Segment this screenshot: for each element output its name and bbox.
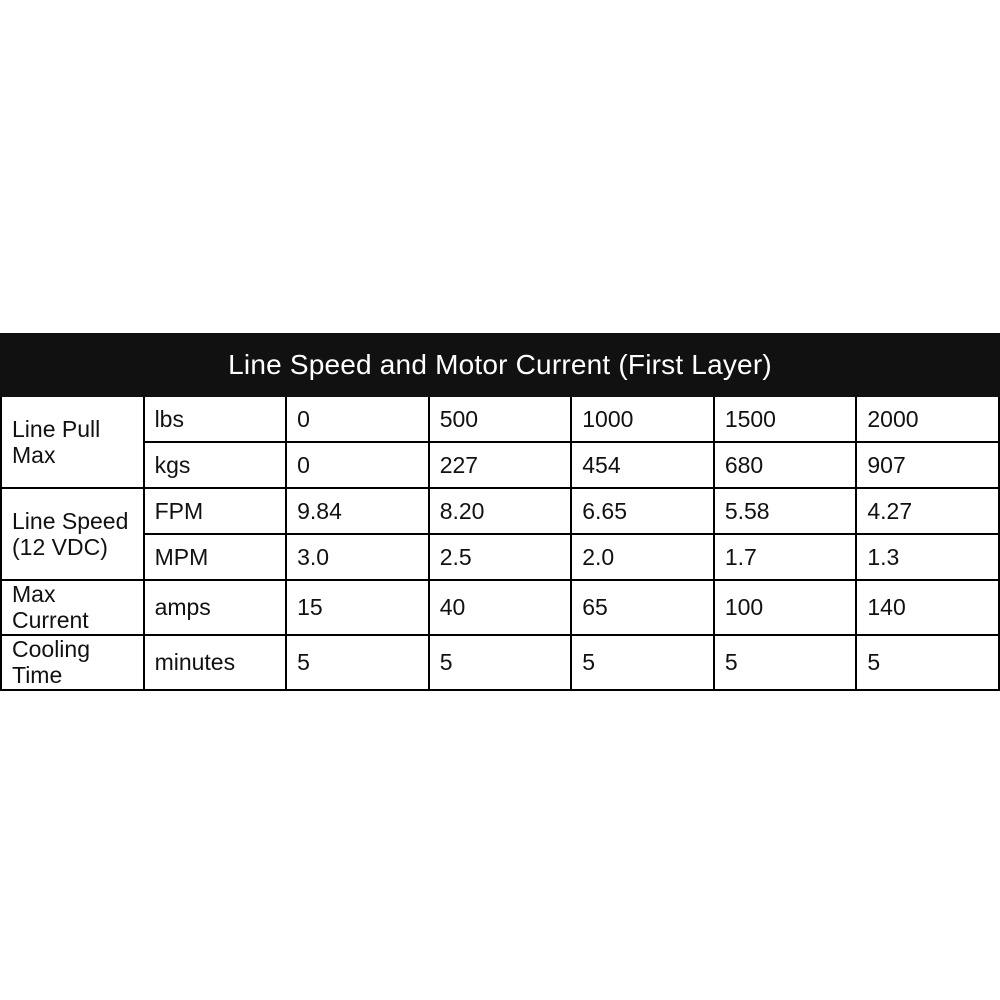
cell-value: 454: [571, 442, 714, 488]
row-unit-lbs: lbs: [144, 396, 287, 442]
cell-value: 0: [286, 442, 429, 488]
cell-value: 1000: [571, 396, 714, 442]
cell-value: 4.27: [856, 488, 999, 534]
row-label-line-speed-voltage: (12 VDC): [12, 534, 108, 560]
cell-value: 2.5: [429, 534, 572, 580]
cell-value: 5: [429, 635, 572, 690]
cell-value: 0: [286, 396, 429, 442]
row-unit-kgs: kgs: [144, 442, 287, 488]
row-unit-amps: amps: [144, 580, 287, 635]
table-title-row: [1, 334, 999, 396]
cell-value: 40: [429, 580, 572, 635]
cell-value: 227: [429, 442, 572, 488]
cell-value: 8.20: [429, 488, 572, 534]
cell-value: 1500: [714, 396, 857, 442]
cell-value: 907: [856, 442, 999, 488]
table-row: [1, 580, 999, 635]
cell-value: 5: [856, 635, 999, 690]
cell-value: 65: [571, 580, 714, 635]
cell-value: 140: [856, 580, 999, 635]
row-label-cooling-time: Cooling Time: [1, 635, 144, 690]
table-row: [1, 396, 999, 442]
cell-value: 5: [714, 635, 857, 690]
row-label-line-speed-main: Line Speed: [12, 507, 129, 534]
cell-value: 680: [714, 442, 857, 488]
row-label-max-current: Max Current: [1, 580, 144, 635]
row-unit-fpm: FPM: [144, 488, 287, 534]
line-speed-motor-current-table: [0, 333, 1000, 691]
table-title: Line Speed and Motor Current (First Layer): [1, 334, 999, 396]
cell-value: 1.7: [714, 534, 857, 580]
table-row: [1, 488, 999, 534]
cell-value: 5: [571, 635, 714, 690]
cell-value: 3.0: [286, 534, 429, 580]
row-label-line-pull-max: Line Pull Max: [1, 396, 144, 488]
cell-value: 500: [429, 396, 572, 442]
row-unit-mpm: MPM: [144, 534, 287, 580]
table-row: [1, 635, 999, 690]
spec-table-container: [0, 333, 1000, 691]
cell-value: 5: [286, 635, 429, 690]
cell-value: 6.65: [571, 488, 714, 534]
cell-value: 2000: [856, 396, 999, 442]
cell-value: 5.58: [714, 488, 857, 534]
cell-value: 2.0: [571, 534, 714, 580]
cell-value: 1.3: [856, 534, 999, 580]
cell-value: 9.84: [286, 488, 429, 534]
row-unit-minutes: minutes: [144, 635, 287, 690]
table-row: [1, 442, 999, 488]
row-label-line-speed: [1, 488, 144, 580]
cell-value: 100: [714, 580, 857, 635]
cell-value: 15: [286, 580, 429, 635]
table-row: [1, 534, 999, 580]
